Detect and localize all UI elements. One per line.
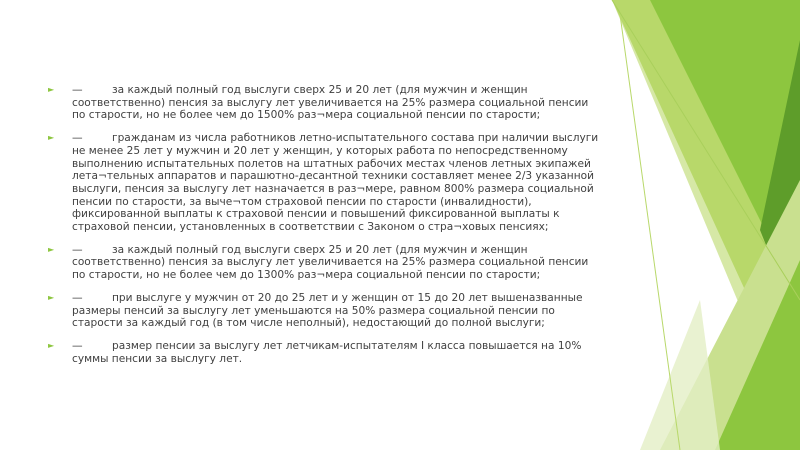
paragraph-2 xyxy=(44,132,599,234)
bullet-arrow-icon: ► xyxy=(48,133,55,143)
paragraph-3 xyxy=(44,244,599,282)
paragraph-text: гражданам из числа работников летно-испытательного состава при наличии выслуги не менее 25 лет у мужчин и 20 лет у женщин, у которых работа по непосредственному выполнению испытательных полетов на штатных рабочих местах членов летных экипажей лета¬тельных аппаратов и парашютно-десантной техники составляет менее 2/3 указанной выслуги, пенсия за выслугу лет назначается в раз¬мере, равном 800% размера социальной пенсии по старости, за выче¬том страховой пенсии по старости (инвалидности), фиксированной выплаты к страховой пенсии и повышений фиксированной выплаты к страховой пенсии, установленных в соответствии с Законом о стра¬ховых пенсиях; xyxy=(72,132,599,234)
paragraph-text: за каждый полный год выслуги сверх 25 и 20 лет (для мужчин и женщин соответственно) пенсия за выслугу лет увеличивается на 25% размера социальной пенсии по старости, но не более чем до 1500% раз¬мера социальной пенсии по старости; xyxy=(72,84,589,122)
paragraph-1 xyxy=(44,84,599,122)
bullet-arrow-icon: ► xyxy=(48,340,55,350)
bullet-arrow-icon: ► xyxy=(48,85,55,94)
paragraph-text: за каждый полный год выслуги сверх 25 и 20 лет (для мужчин и женщин соответственно) пенсия за выслугу лет увеличивается на 25% размера социальной пенсии по старости, но не более чем до 1300% раз¬мера социальной пенсии по старости; xyxy=(72,243,589,282)
paragraph-text: при выслуге у мужчин от 20 до 25 лет и у женщин от 15 до 20 лет вышеназванные размеры пенсий за выслугу лет уменьшаются на 50% размера социальной пенсии по старости за каждый год (в том числе неполный), недостающий до полной выслуги; xyxy=(72,291,583,330)
paragraph-5 xyxy=(44,340,599,365)
paragraph-text: размер пенсии за выслугу лет летчикам-испытателям I класса повышается на 10% суммы пенсии за выслугу лет. xyxy=(72,339,582,365)
em-dash: — xyxy=(72,243,83,256)
em-dash: — xyxy=(72,132,83,145)
em-dash: — xyxy=(72,291,83,304)
em-dash: — xyxy=(72,84,83,96)
slide-body xyxy=(44,84,599,375)
paragraph-4 xyxy=(44,292,599,330)
bullet-arrow-icon: ► xyxy=(48,244,55,254)
facet-bottom-pale xyxy=(640,300,720,450)
bullet-arrow-icon: ► xyxy=(48,292,55,302)
em-dash: — xyxy=(72,339,83,352)
